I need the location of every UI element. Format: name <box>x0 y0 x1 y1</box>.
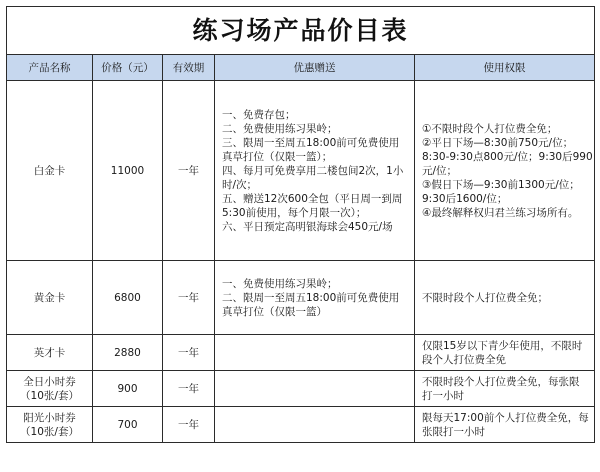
offers-cell <box>215 371 415 407</box>
offer-line: 真草打位（仅限一篮）； <box>222 150 333 163</box>
validity-cell: 一年 <box>163 81 215 261</box>
price-table <box>6 6 595 443</box>
product-package: （10张/套） <box>20 389 79 402</box>
validity-cell: 一年 <box>163 407 215 443</box>
validity-cell: 一年 <box>163 335 215 371</box>
product-name-cell <box>7 81 93 261</box>
validity-cell: 一年 <box>163 261 215 335</box>
header-offers: 优惠赠送 <box>215 55 415 81</box>
table-row-platinum-card <box>7 81 595 261</box>
product-name: 阳光小时券 <box>23 411 76 424</box>
offer-line: 一、免费存包； <box>222 108 296 121</box>
rights-line: ①不限时段个人打位费全免； <box>422 122 558 135</box>
price-cell: 2880 <box>93 335 163 371</box>
rights-cell <box>415 371 595 407</box>
product-name: 黄金卡 <box>33 291 66 304</box>
product-name-cell <box>7 261 93 335</box>
product-name-cell <box>7 407 93 443</box>
rights-line: 不限时段个人打位费全免； <box>422 291 548 304</box>
offer-line: 时/次； <box>222 178 258 191</box>
table-row-sunshine-hour-voucher <box>7 407 595 443</box>
rights-line: 仅限15岁以下青少年使用，不限时 <box>422 339 583 352</box>
offer-line: 5:30前使用，每个月限一次）； <box>222 206 367 219</box>
rights-line: ②平日下场—8:30前750元/位； <box>422 136 574 149</box>
offers-cell <box>215 261 415 335</box>
product-name: 全日小时券 <box>23 375 76 388</box>
product-package: （10张/套） <box>20 425 79 438</box>
price-cell: 900 <box>93 371 163 407</box>
offer-line: 五、赠送12次600全包（平日周一到周 <box>222 192 403 205</box>
rights-cell <box>415 261 595 335</box>
rights-line: ③假日下场—9:30前1300元/位； <box>422 178 580 191</box>
offer-line: 三、限周一至周五18:00前可免费使用 <box>222 136 400 149</box>
table-row-gold-card <box>7 261 595 335</box>
rights-line: 8:30-9:30点800元/位；9:30后990 <box>422 150 593 163</box>
product-name-cell <box>7 335 93 371</box>
offer-line: 六、平日预定高明银海球会450元/场 <box>222 220 393 233</box>
product-name-cell <box>7 371 93 407</box>
offer-line: 真草打位（仅限一篮） <box>222 305 327 318</box>
offers-cell <box>215 81 415 261</box>
offers-cell <box>215 335 415 371</box>
product-name: 英才卡 <box>33 346 66 359</box>
rights-line: 段个人打位费全免 <box>422 353 506 366</box>
product-name: 白金卡 <box>33 164 66 177</box>
price-list-sheet <box>6 6 594 466</box>
offer-line: 一、免费使用练习果岭； <box>222 277 338 290</box>
rights-line: ④最终解释权归君兰练习场所有。 <box>422 206 579 219</box>
table-row-talent-card <box>7 335 595 371</box>
price-cell: 11000 <box>93 81 163 261</box>
rights-line: 张限打一小时 <box>422 425 485 438</box>
header-rights: 使用权限 <box>415 55 595 81</box>
header-validity: 有效期 <box>163 55 215 81</box>
page-title: 练习场产品价目表 <box>7 7 595 55</box>
offer-line: 四、每月可免费享用二楼包间2次，1小 <box>222 164 404 177</box>
table-row-allday-hour-voucher <box>7 371 595 407</box>
validity-cell: 一年 <box>163 371 215 407</box>
rights-line: 元/位； <box>422 164 458 177</box>
offer-line: 二、免费使用练习果岭； <box>222 122 338 135</box>
offer-line: 二、限周一至周五18:00前可免费使用 <box>222 291 400 304</box>
header-product-name: 产品名称 <box>7 55 93 81</box>
rights-line: 不限时段个人打位费全免，每张限 <box>422 375 580 388</box>
price-cell: 6800 <box>93 261 163 335</box>
price-cell: 700 <box>93 407 163 443</box>
rights-cell <box>415 407 595 443</box>
rights-cell <box>415 81 595 261</box>
header-row <box>7 55 595 81</box>
rights-line: 限每天17:00前个人打位费全免，每 <box>422 411 589 424</box>
rights-line: 9:30后1600/位； <box>422 192 508 205</box>
rights-line: 打一小时 <box>422 389 464 402</box>
header-price: 价格（元） <box>93 55 163 81</box>
offers-cell <box>215 407 415 443</box>
rights-cell <box>415 335 595 371</box>
